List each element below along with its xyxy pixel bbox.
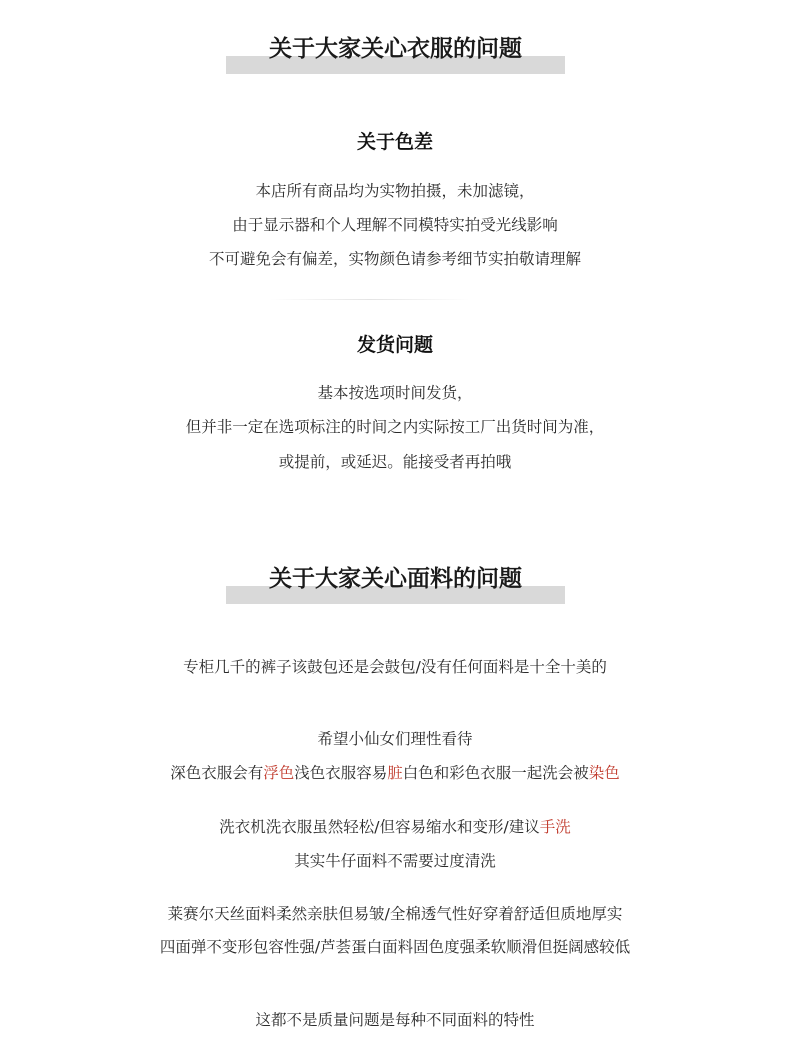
- highlight-floating-color: 浮色: [263, 764, 295, 782]
- fabric-line-4-part-a: 洗衣机洗衣服虽然轻松/但容易缩水和变形/建议: [219, 818, 540, 836]
- shipping-line-3: 或提前，或延迟。能接受者再拍哦: [278, 453, 512, 471]
- color-diff-line-1: 本店所有商品均为实物拍摄，未加滤镜，: [255, 182, 535, 200]
- fabric-line-7: 四面弹不变形包容性强/芦荟蛋白面料固色度强柔软顺滑但挺阔感较低: [159, 938, 631, 956]
- fabric-line-3-part-e: 白色和彩色衣服一起洗会被: [402, 764, 589, 782]
- section-banner-clothing: [226, 34, 565, 74]
- color-diff-line-2: 由于显示器和个人理解不同模特实拍受光线影响: [232, 216, 558, 234]
- fabric-line-6: 莱赛尔天丝面料柔然亲肤但易皱/全棉透气性好穿着舒适但质地厚实: [167, 905, 623, 923]
- fabric-line-3-part-a: 深色衣服会有: [170, 764, 264, 782]
- fabric-line-1: 专柜几千的裤子该鼓包还是会鼓包/没有任何面料是十全十美的: [183, 658, 607, 676]
- shipping-line-1: 基本按选项时间发货，: [317, 384, 473, 402]
- color-diff-line-3: 不可避免会有偏差，实物颜色请参考细节实拍敬请理解: [208, 250, 581, 268]
- heading-color-difference: 关于色差: [356, 131, 433, 153]
- section-divider: [270, 299, 470, 300]
- fabric-line-2: 希望小仙女们理性看待: [317, 730, 473, 748]
- shipping-line-2: 但并非一定在选项标注的时间之内实际按工厂出货时间为准，: [185, 418, 605, 436]
- highlight-dyed: 染色: [588, 764, 620, 782]
- fabric-line-4: [0, 817, 790, 837]
- highlight-dirty: 脏: [387, 764, 403, 782]
- fabric-line-8: 这都不是质量问题是每种不同面料的特性: [255, 1011, 535, 1029]
- section-banner-fabric: [226, 564, 565, 604]
- fabric-line-3: [0, 763, 790, 783]
- highlight-hand-wash: 手洗: [539, 818, 571, 836]
- section-title-fabric: 关于大家关心面料的问题: [269, 566, 522, 592]
- heading-shipping: 发货问题: [356, 334, 433, 356]
- fabric-line-5: 其实牛仔面料不需要过度清洗: [294, 852, 496, 870]
- section-title-clothing: 关于大家关心衣服的问题: [269, 36, 522, 62]
- fabric-line-3-part-c: 浅色衣服容易: [294, 764, 388, 782]
